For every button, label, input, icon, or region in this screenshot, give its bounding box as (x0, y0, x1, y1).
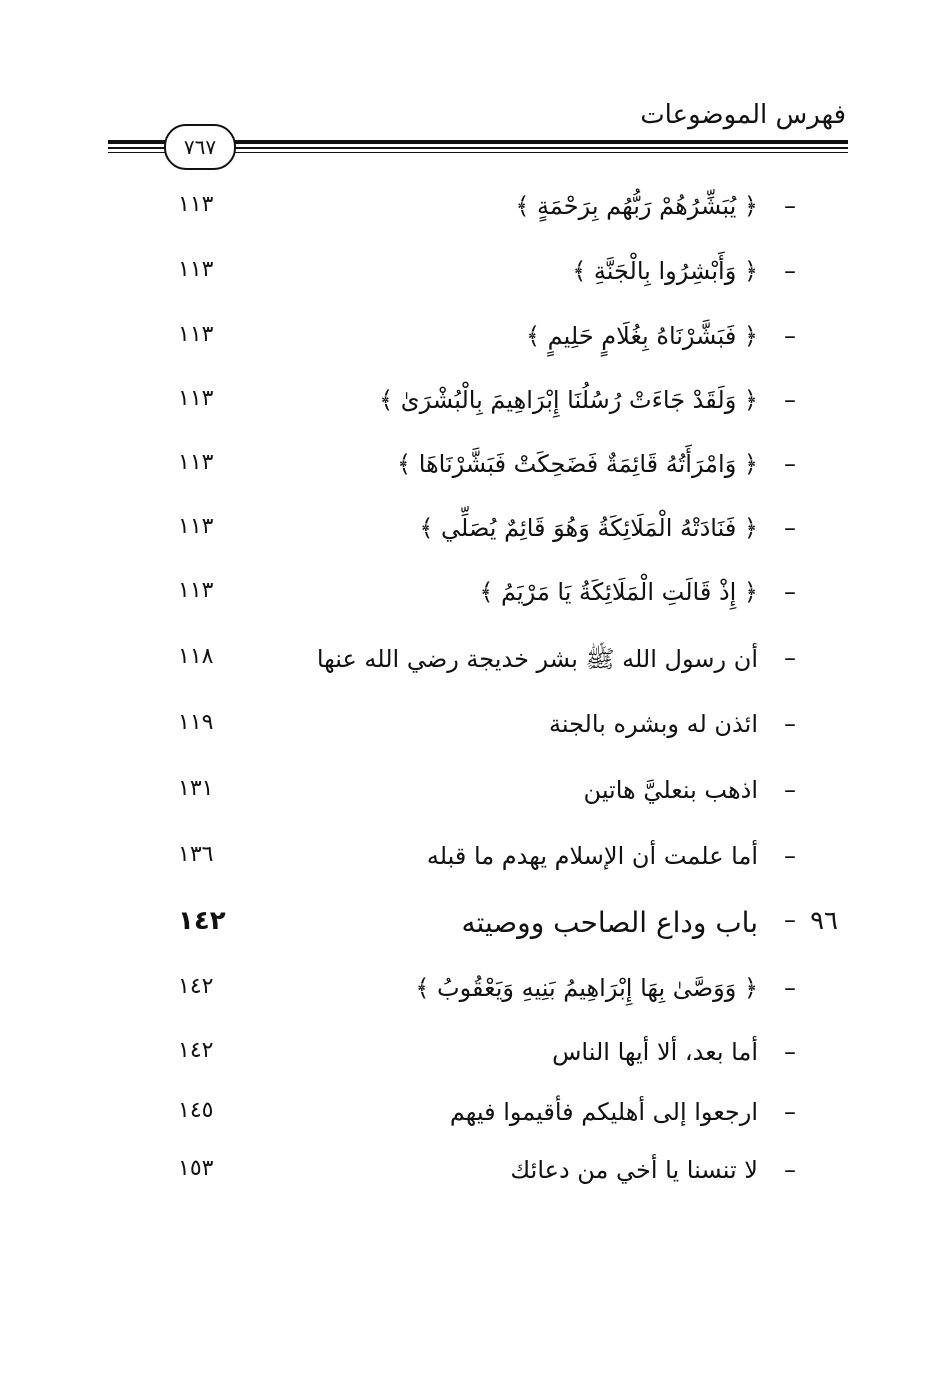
page-number-badge: ٧٦٧ (164, 124, 236, 170)
index-entry (0, 514, 948, 564)
entry-text: لا تنسنا يا أخي من دعائك (510, 1156, 758, 1184)
entry-dash: – (784, 644, 796, 672)
entry-page: ١١٣ (178, 450, 214, 475)
entry-dash: – (784, 192, 796, 220)
entry-page: ١١٣ (178, 514, 214, 539)
entry-dash: – (784, 974, 796, 1002)
entry-dash: – (784, 776, 796, 804)
index-entry (0, 322, 948, 372)
entry-text: ﴿ يُبَشِّرُهُمْ رَبُّهُم بِرَحْمَةٍ ﴾ (515, 192, 758, 220)
index-entry (0, 1156, 948, 1206)
index-entry (0, 1098, 948, 1148)
entry-dash: – (784, 514, 796, 542)
entry-text: اذهب بنعليَّ هاتين (583, 776, 758, 804)
entry-page: ١١٣ (178, 322, 214, 347)
entry-text: ﴿ إِذْ قَالَتِ الْمَلَائِكَةُ يَا مَرْيَمُ ﴾ (479, 578, 758, 606)
entry-dash: – (784, 257, 796, 285)
entry-page: ١٤٢ (178, 1038, 214, 1063)
index-entry (0, 386, 948, 436)
index-entry (0, 710, 948, 760)
entry-page: ١٤٢ (178, 974, 214, 999)
entry-text: ﴿ وَلَقَدْ جَاءَتْ رُسُلُنَا إِبْرَاهِيمَ بِالْبُشْرَىٰ ﴾ (379, 386, 758, 414)
index-entry (0, 450, 948, 500)
chapter-page: ١٤٢ (178, 906, 226, 936)
index-entry (0, 776, 948, 826)
index-entry (0, 842, 948, 892)
entry-text: ﴿ وَأَبْشِرُوا بِالْجَنَّةِ ﴾ (572, 257, 758, 285)
entry-dash: – (784, 578, 796, 606)
entry-page: ١١٩ (178, 710, 214, 735)
entry-text: ائذن له وبشره بالجنة (548, 710, 758, 738)
entry-page: ١١٨ (178, 644, 214, 669)
entry-dash: – (784, 450, 796, 478)
entry-page: ١١٣ (178, 192, 214, 217)
entry-dash: – (784, 386, 796, 414)
entry-text: ﴿ وَامْرَأَتُهُ قَائِمَةٌ فَضَحِكَتْ فَبَشَّرْنَاهَا ﴾ (397, 450, 758, 478)
chapter-number: ٩٦ (810, 906, 838, 936)
entry-page: ١٣١ (178, 776, 214, 801)
entry-page: ١١٣ (178, 386, 214, 411)
index-entry (0, 974, 948, 1024)
entry-text: أن رسول الله ﷺ بشر خديجة رضي الله عنها (316, 645, 758, 673)
index-entry (0, 578, 948, 628)
entry-dash: – (784, 842, 796, 870)
entry-text: ﴿ فَنَادَتْهُ الْمَلَائِكَةُ وَهُوَ قَائِمٌ يُصَلِّي ﴾ (419, 514, 758, 542)
entry-page: ١١٣ (178, 257, 214, 282)
entry-page: ١٥٣ (178, 1156, 214, 1181)
chapter-heading (0, 906, 948, 956)
chapter-title: باب وداع الصاحب ووصيته (461, 906, 758, 939)
running-head: فهرس الموضوعات (640, 100, 846, 130)
entry-page: ١٣٦ (178, 842, 214, 867)
entry-dash: – (784, 1098, 796, 1126)
entry-dash: – (784, 906, 796, 934)
entry-text: ﴿ فَبَشَّرْنَاهُ بِغُلَامٍ حَلِيمٍ ﴾ (525, 322, 758, 350)
entry-text: أما بعد، ألا أيها الناس (552, 1038, 758, 1066)
index-entry (0, 644, 948, 694)
entry-text: ﴿ وَوَصَّىٰ بِهَا إِبْرَاهِيمُ بَنِيهِ وَيَعْقُوبُ ﴾ (415, 974, 758, 1002)
entry-dash: – (784, 1156, 796, 1184)
entry-page: ١١٣ (178, 578, 214, 603)
index-entry (0, 192, 948, 242)
entry-text: ارجعوا إلى أهليكم فأقيموا فيهم (449, 1098, 758, 1126)
entry-dash: – (784, 1038, 796, 1066)
entry-dash: – (784, 710, 796, 738)
index-entry (0, 1038, 948, 1088)
entry-page: ١٤٥ (178, 1098, 214, 1123)
index-entry (0, 257, 948, 307)
entry-text: أما علمت أن الإسلام يهدم ما قبله (426, 842, 758, 870)
entry-dash: – (784, 322, 796, 350)
